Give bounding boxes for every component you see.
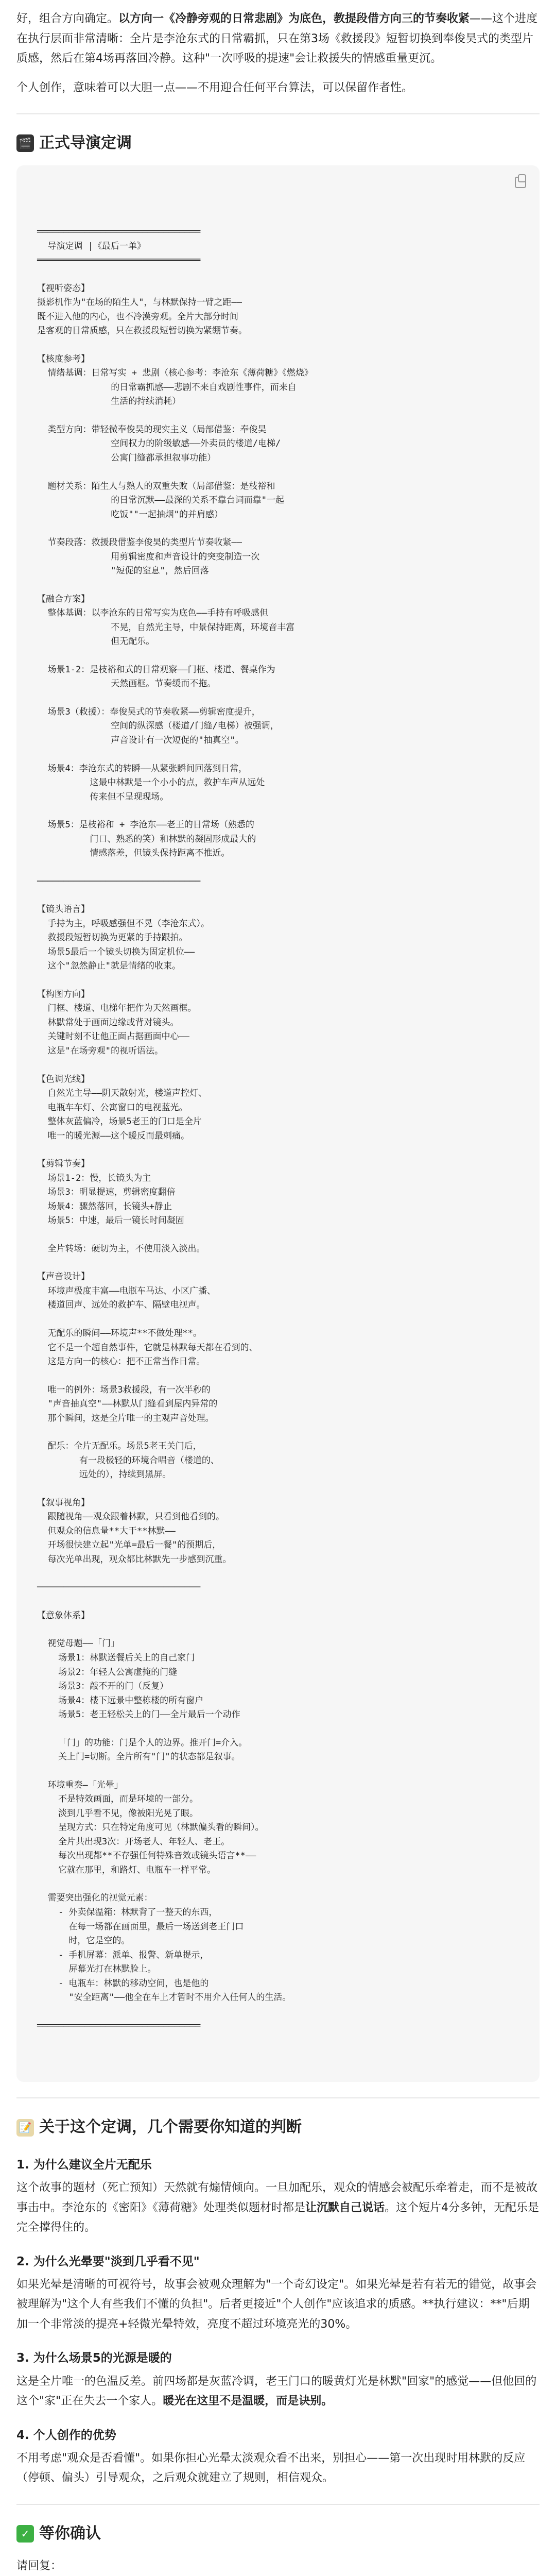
code-line <box>37 2005 519 2019</box>
code-line: 不是特效画面，而是环境的一部分。 <box>37 1794 198 1805</box>
code-line: 每次出现都**不存强任何特殊音效或镜头语言**—— <box>37 1851 256 1861</box>
code-line: 公寓门缝都承担叙事功能） <box>37 453 216 463</box>
code-line: 门框、楼道、电梯年把作为天然画框。 <box>37 1003 197 1014</box>
code-line: 配乐：全片无配乐。场景5老王关门后， <box>37 1441 202 1452</box>
code-line: 屏幕光打在林默脸上。 <box>37 1964 157 1975</box>
code-line: ─────────────────────────────── <box>37 1582 201 1593</box>
code-line: 这最中林默是一个小小的点，救护车声从远处 <box>37 777 265 788</box>
copy-icon[interactable] <box>515 177 526 188</box>
section-title: 正式导演定调 <box>39 134 132 152</box>
code-line: 楼道回声、远处的救护车、隔壁电视声。 <box>37 1300 205 1311</box>
code-line: 手持为主，呼吸感强但不晃（李沧东式）。 <box>37 918 210 929</box>
code-line: 开场很快建立起"光单=最后一餐"的预期后， <box>37 1540 221 1551</box>
code-line <box>37 804 519 818</box>
code-line <box>37 974 519 988</box>
code-line: 【色调光线】 <box>37 1074 90 1084</box>
code-line: 不晃，自然光主导，中景保持距离，环境音丰富 <box>37 622 295 633</box>
divider <box>16 2097 540 2098</box>
divider <box>16 2504 540 2505</box>
code-line: 【视听姿态】 <box>37 283 90 294</box>
code-line: 「门」的功能：门是个人的边界。推开门=介入。 <box>37 1737 248 1748</box>
code-line <box>37 579 519 592</box>
qa-body <box>16 2372 540 2412</box>
qa-text-continued: 。这个短片4分多钟，无配乐是完全撑得住的。 <box>16 2201 540 2234</box>
intro-bold-text: 以方向一《冷静旁观的日常悲剧》为底色，教提段借方向三的节奏收紧 <box>118 12 470 25</box>
code-line <box>37 1143 519 1157</box>
code-line: 场景1：林默送餐后关上的自己家门 <box>37 1653 195 1663</box>
code-line: 场景5：中速，最后一镜长时间凝固 <box>37 1215 184 1226</box>
intro-text-continued: ——这个进度在执行层面非常清晰：全片是李沧东式的日常霸抓，只在第3场《救援段》短暂切换到奉俊昊式的类型片质感，然后在第4场再落回冷静。这种"一次呼吸的提速"会让救援失的情感重量更沉。 <box>16 12 538 65</box>
code-line: 场景1-2：慢，长镜头为主 <box>37 1173 151 1183</box>
code-line <box>37 1765 519 1778</box>
code-line: 全片转场：硬切为主，不使用淡入淡出。 <box>37 1243 205 1254</box>
code-line: 场景1-2：是枝裕和式的日常观察——门框、楼道、餐桌作为 <box>37 664 275 675</box>
qa-text: 这是全片唯一的色温反差。前四场都是灰蓝冷调，老王门口的暖黄灯光是林默"回家"的感觉——但他回的这个"家"正在失去一个家人。 <box>16 2375 537 2408</box>
code-line <box>37 1256 519 1270</box>
qa-bold-text: 让沉默自己说话 <box>305 2201 385 2214</box>
code-line: 每次光单出现，观众都比林默先一步感到沉重。 <box>37 1554 232 1565</box>
code-line: 但观众的信息量**大于**林默—— <box>37 1526 176 1536</box>
code-line <box>37 691 519 705</box>
code-line: "安全距离"——他全在车上才暂时不用介入任何人的生活。 <box>37 1992 291 2003</box>
code-line: 这是方向一的核心：把不正常当作日常。 <box>37 1357 205 1367</box>
section-title: 等你确认 <box>39 2524 101 2543</box>
code-line <box>37 268 519 282</box>
qa-body <box>16 2275 540 2335</box>
code-line: 关上门=切断。全片所有"门"的状态都是叙事。 <box>37 1752 240 1762</box>
code-line: 这个"忽然静止"就是情绪的收束。 <box>37 961 181 972</box>
code-line: 那个瞬间，这是全片唯一的主观声音处理。 <box>37 1413 214 1423</box>
code-line: 【声音设计】 <box>37 1272 90 1282</box>
code-line: 这是"在场旁观"的视听语法。 <box>37 1046 163 1056</box>
code-line: 唯一的暖光源——这个暖反而最刺痛。 <box>37 1130 189 1141</box>
code-line <box>37 649 519 663</box>
qa-list <box>16 2155 540 2488</box>
code-line: 场景4：骤然落回，长镜头+静止 <box>37 1201 172 1212</box>
code-line: "声音抽真空"——林默从门缝看到屋内异常的 <box>37 1399 218 1410</box>
code-line <box>37 1369 519 1383</box>
code-line <box>37 1426 519 1439</box>
code-line: ─────────────────────────────── <box>37 876 201 887</box>
code-line: 场景4：李沧东式的转瞬——从紧张瞬间回落到日常， <box>37 763 248 774</box>
qa-body <box>16 2449 540 2488</box>
code-line <box>37 889 519 903</box>
qa-title: 1. 为什么建议全片无配乐 <box>16 2158 152 2172</box>
code-line: 视觉母题——「门」 <box>37 1638 119 1649</box>
code-line: 跟随视角——观众跟着林默，只看到他看到的。 <box>37 1512 224 1522</box>
section-heading-directing <box>16 130 540 157</box>
code-line: 空间的纵深感（楼道/门缝/电梯）被强调， <box>37 721 279 732</box>
code-line: 关键时刻不让他正面占据画面中心—— <box>37 1031 189 1042</box>
code-line: 场景5：是枝裕和 + 李沧东——老王的日常场（熟悉的 <box>37 820 254 831</box>
code-line: 【镜头语言】 <box>37 904 90 915</box>
section-heading-judgments <box>16 2114 540 2141</box>
intro-text: 好，组合方向确定。 <box>16 12 119 25</box>
code-line: 【剪辑节奏】 <box>37 1159 90 1170</box>
code-line: 【叙事视角】 <box>37 1497 90 1508</box>
code-line: 的日常沉默——最深的关系不靠台词而靠"一起 <box>37 495 285 506</box>
code-line: - 手机屏幕：派单、报警、新单提示， <box>37 1950 209 1960</box>
code-line: 唯一的例外：场景3救援段，有一次半秒的 <box>37 1384 211 1395</box>
code-line: 在每一场都在画面里，最后一场送到老王门口 <box>37 1921 244 1932</box>
code-content <box>37 225 519 2033</box>
code-line: 生活的持续消耗） <box>37 396 181 407</box>
code-line: 吃饭""一起抽烟"的并肩感） <box>37 509 223 520</box>
divider <box>16 113 540 114</box>
code-line: 类型方向：带轻微奉俊昊的现实主义（局部借鉴：奉俊昊 <box>37 424 267 435</box>
code-line: 用剪辑密度和声音设计的突变制造一次 <box>37 551 260 562</box>
code-line: 林默常处于画面边缘或背对镜头。 <box>37 1017 179 1028</box>
code-line: 救援段短暂切换为更紧的手持跟拍。 <box>37 933 188 943</box>
code-line: 场景3：敲不开的门（反复） <box>37 1681 169 1692</box>
code-line <box>37 1595 519 1609</box>
code-line <box>37 1567 519 1581</box>
code-line: 传来但不呈现现场。 <box>37 791 169 802</box>
section-heading-confirm <box>16 2520 540 2548</box>
code-block <box>16 165 540 2082</box>
intro-paragraph-2: 个人创作，意味着可以大胆一点——不用迎合任何平台算法，可以保留作者性。 <box>16 81 413 94</box>
code-line: 空间权力的阶级敏感——外卖员的楼道/电梯/ <box>37 438 281 449</box>
code-line: 整体灰蓝偏冷，场景5老王的门口是全片 <box>37 1116 202 1127</box>
code-line: 的日常霸抓感——悲剧不来自戏剧性事件，而来自 <box>37 382 297 393</box>
code-line: 它就在那里，和路灯、电瓶车一样平常。 <box>37 1865 216 1875</box>
code-line <box>37 1877 519 1891</box>
code-line: 自然光主导——阴天散射光，楼道声控灯、 <box>37 1088 207 1099</box>
code-line: 【意象体系】 <box>37 1610 90 1621</box>
section-title: 关于这个定调，几个需要你知道的判断 <box>39 2118 302 2137</box>
intro-paragraph-1 <box>16 9 540 69</box>
code-line <box>37 1623 519 1637</box>
code-line: 天然画框。节奏缓而不拖。 <box>37 679 216 689</box>
code-line: 场景5最后一个镜头切换为固定机位—— <box>37 946 195 957</box>
code-line: 呈现方式：只在特定角度可见（林默偏头看的瞬间）。 <box>37 1822 264 1833</box>
code-line: 有一段极轻的环境合唱音（楼道的、 <box>37 1455 219 1466</box>
code-line: 它不是一个超自然事件，它就是林默每天都在看到的、 <box>37 1342 258 1353</box>
qa-title: 2. 为什么光晕要"淡到几乎看不见" <box>16 2255 200 2268</box>
code-line: 场景3：明显提速，剪辑密度翻倍 <box>37 1187 176 1198</box>
code-line: 无配乐的瞬间——环境声**不做处理**。 <box>37 1328 202 1338</box>
qa-bold-text: 暖光在这里不是温暖，而是诀别。 <box>163 2395 333 2408</box>
code-line: 场景2：年轻人公寓虚掩的门缝 <box>37 1667 178 1677</box>
code-line: 节奏段落：救援段借鉴李俊昊的类型片节奏收紧—— <box>37 537 242 548</box>
qa-text: 这个故事的题材（死亡预知）天然就有煽情倾向。一旦加配乐，观众的情感会被配乐牵着走，而不是被故事击中。李沧东的《密阳》《薄荷糖》处理类似题材时都是 <box>16 2181 538 2214</box>
clapperboard-icon: 🎬 <box>16 134 34 152</box>
code-line: - 电瓶车：林默的移动空间，也是他的 <box>37 1978 209 1989</box>
code-line: 需要突出强化的视觉元素： <box>37 1893 153 1904</box>
qa-text: 如果光晕是清晰的可视符号，故事会被观众理解为"一个奇幻设定"。如果光晕是若有若无的错觉，故事会被理解为"这个人有些我们不懂的负担"。后者更接近"个人创作"应该追求的质感。**执行建议：**"后期加一个非常淡的提亮+轻微光晕特效，亮度不超过环境亮光的30%。 <box>16 2278 537 2331</box>
code-line: 环境重奏—「光晕」 <box>37 1780 123 1790</box>
code-line: 场景5：老王轻松关上的门——全片最后一个动作 <box>37 1709 240 1720</box>
code-line: 【构图方向】 <box>37 989 90 999</box>
code-line: ═══════════════════════════════ <box>37 227 201 238</box>
code-line <box>37 1228 519 1242</box>
code-line: 电瓶车车灯、公寓窗口的电视蓝光。 <box>37 1102 188 1113</box>
code-line <box>37 1722 519 1736</box>
code-line <box>37 466 519 480</box>
code-line: 场景3（救援）：奉俊昊式的节奏收紧——剪辑密度提升， <box>37 706 260 717</box>
code-line: 既不进入他的内心，也不冷漠旁观。全片大部分时间 <box>37 311 238 322</box>
code-line: 声音设计有一次短促的"抽真空"。 <box>37 735 244 745</box>
code-line: 【融合方案】 <box>37 594 90 604</box>
code-line: 场景4：楼下远景中整栋楼的所有窗户 <box>37 1695 204 1706</box>
code-line <box>37 748 519 762</box>
qa-text: 不用考虑"观众是否看懂"。如果你担心光晕太淡观众看不出来，别担心——第一次出现时用林默的反应（停顿、偏头）引导观众，之后观众就建立了规则，相信观众。 <box>16 2451 526 2485</box>
code-line: 情绪基调：日常写实 + 悲剧（核心参考：李沧东《薄荷糖》《燃烧》 <box>37 368 313 379</box>
code-line: 摄影机作为"在场的陌生人"，与林默保持一臂之距—— <box>37 297 242 308</box>
code-line: 淡到几乎看不见，像被阳光晃了眼。 <box>37 1808 198 1819</box>
code-line: - 外卖保温箱：林默背了一整天的东西， <box>37 1907 218 1918</box>
code-line <box>37 1482 519 1496</box>
code-line: 全片共出现3次：开场老人、年轻人、老王。 <box>37 1836 230 1847</box>
code-line: ═══════════════════════════════ <box>37 255 201 266</box>
code-line: ═══════════════════════════════ <box>37 2020 201 2031</box>
code-line <box>37 861 519 875</box>
code-line: 情感落差，但镜头保持距离不推近。 <box>37 848 230 859</box>
code-line: 环境声极度丰富——电瓶车马达、小区广播、 <box>37 1285 216 1296</box>
code-line <box>37 338 519 352</box>
code-line: 【核度参考】 <box>37 353 90 364</box>
code-line: 远处的），持续到黑屏。 <box>37 1469 171 1480</box>
code-line <box>37 1313 519 1327</box>
code-line: 整体基调：以李沧东的日常写实为底色——手持有呼吸感但 <box>37 608 268 619</box>
memo-icon: 📝 <box>16 2119 34 2137</box>
code-line: "短促的窒息"，然后回落 <box>37 566 209 577</box>
code-line <box>37 522 519 536</box>
check-mark-icon: ✓ <box>16 2525 34 2543</box>
code-line <box>37 1059 519 1073</box>
code-line <box>37 409 519 423</box>
qa-body <box>16 2178 540 2238</box>
code-line: 时，它是空的。 <box>37 1936 130 1946</box>
code-line: 是客观的日常质感，只在救援段短暂切换为紧绷节奏。 <box>37 326 247 336</box>
code-line: 但无配乐。 <box>37 636 155 647</box>
qa-title: 3. 为什么场景5的光源是暖的 <box>16 2351 172 2365</box>
code-line: 题材关系：陌生人与熟人的双重失败（局部借鉴：是枝裕和 <box>37 481 275 492</box>
qa-title: 4. 个人创作的优势 <box>16 2428 116 2442</box>
code-line: 导演定调 |《最后一单》 <box>37 241 146 251</box>
code-line: 门口、熟悉的笑）和林默的凝固形成最大的 <box>37 834 256 844</box>
confirm-prompt: 请回复： <box>16 2560 62 2573</box>
